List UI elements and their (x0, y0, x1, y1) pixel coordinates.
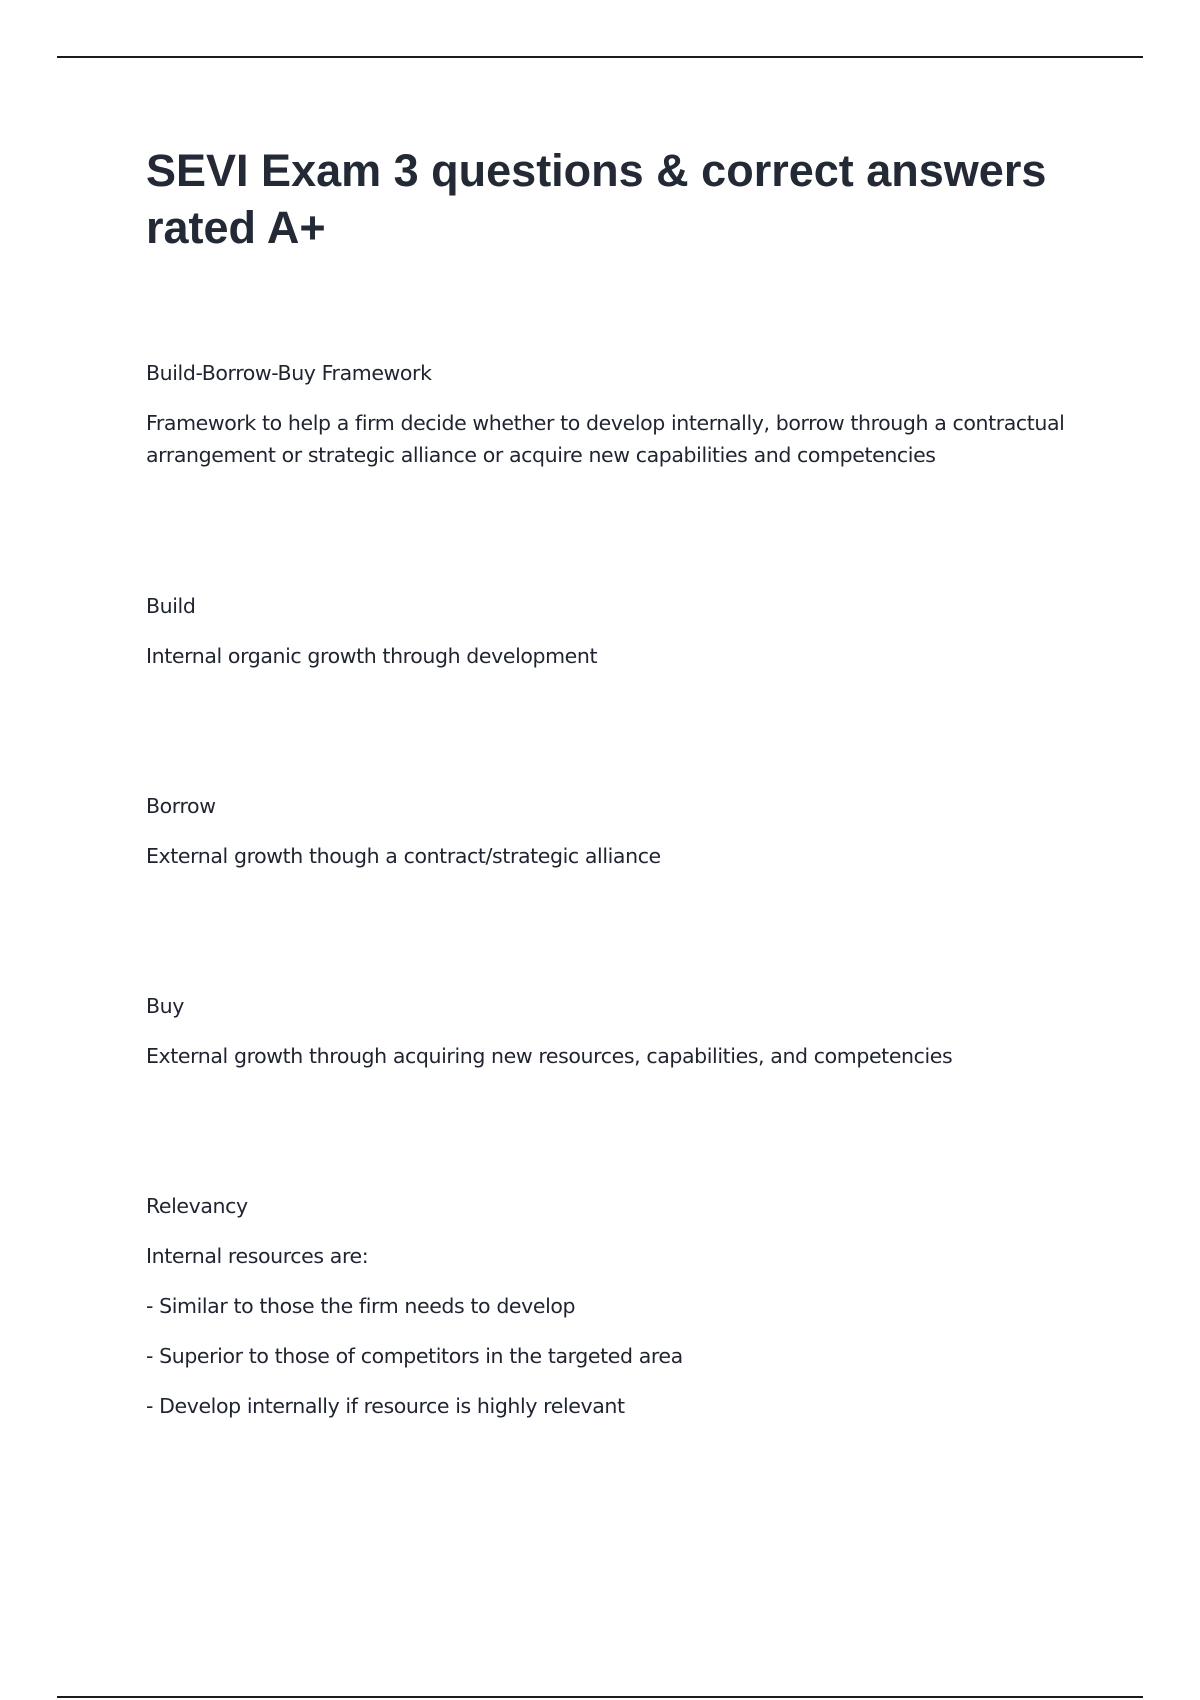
flashcard-entry (146, 590, 1106, 672)
entry-definition: External growth though a contract/strategic alliance (146, 844, 661, 868)
entry-term: Borrow (146, 794, 216, 818)
entry-definition-line: Internal resources are: (146, 1244, 369, 1268)
entry-definition: Framework to help a firm decide whether to develop internally, borrow through a contractual arrangement or strategic alliance or acquire new capabilities and competencies (146, 411, 1065, 467)
flashcard-entry (146, 1190, 1106, 1440)
entry-term: Relevancy (146, 1194, 248, 1218)
top-rule (57, 56, 1143, 58)
entry-definition-line: - Similar to those the firm needs to develop (146, 1294, 576, 1318)
entry-term: Build-Borrow-Buy Framework (146, 361, 432, 385)
entry-definition: Internal organic growth through development (146, 644, 598, 668)
flashcard-entry (146, 990, 1106, 1072)
entry-definition-line: - Superior to those of competitors in the targeted area (146, 1344, 683, 1368)
entry-definition-line: - Develop internally if resource is highly relevant (146, 1394, 625, 1418)
flashcard-entry (146, 790, 1106, 872)
entry-term: Build (146, 594, 196, 618)
document-title: SEVI Exam 3 questions & correct answers rated A+ (146, 145, 1047, 253)
bottom-rule (57, 1696, 1143, 1698)
flashcard-entry (146, 357, 1106, 471)
entry-term: Buy (146, 994, 184, 1018)
entry-definition: External growth through acquiring new resources, capabilities, and competencies (146, 1044, 953, 1068)
